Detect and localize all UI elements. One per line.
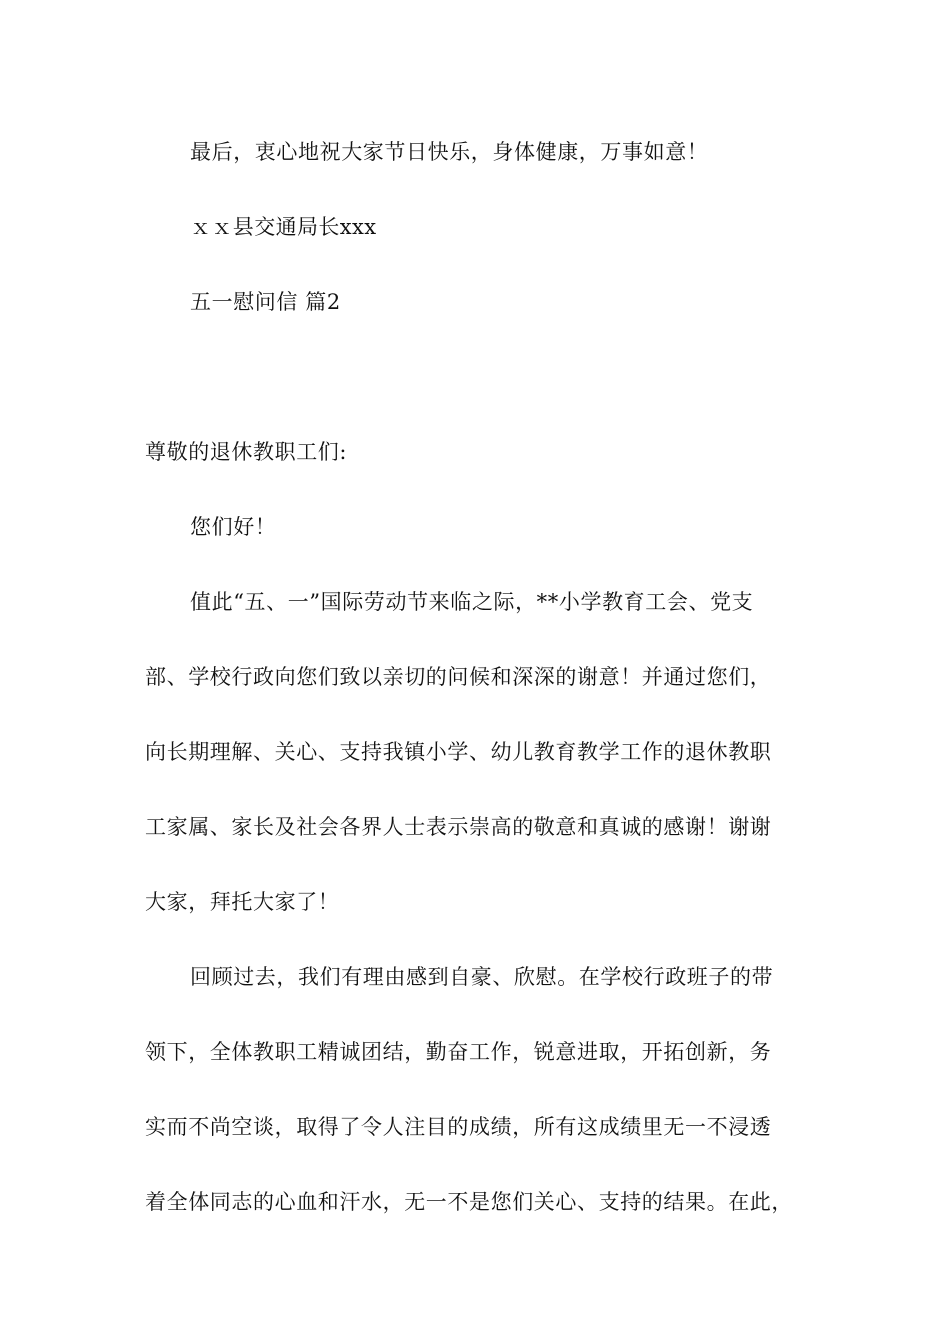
paragraph-line: 值此“五、一”国际劳动节来临之际，**小学教育工会、党支 (190, 590, 754, 614)
salutation: 尊敬的退休教职工们: (145, 440, 348, 464)
paragraph-line: 向长期理解、关心、支持我镇小学、幼儿教育教学工作的退休教职 (145, 740, 772, 764)
paragraph-line: 实而不尚空谈，取得了令人注目的成绩，所有这成绩里无一不浸透 (145, 1115, 772, 1139)
closing-wish: 最后，衷心地祝大家节日快乐，身体健康，万事如意！ (190, 140, 709, 164)
paragraph-line: 领下，全体教职工精诚团结，勤奋工作，锐意进取，开拓创新，务 (145, 1040, 772, 1064)
paragraph-line: 回顾过去，我们有理由感到自豪、欣慰。在学校行政班子的带 (190, 965, 774, 989)
signature: ｘｘ县交通局长xxx (190, 215, 377, 239)
paragraph-line: 工家属、家长及社会各界人士表示崇高的敬意和真诚的感谢！谢谢 (145, 815, 772, 839)
paragraph-line: 大家，拜托大家了！ (145, 890, 340, 914)
section-title: 五一慰问信 篇2 (190, 290, 341, 314)
paragraph-line: 部、学校行政向您们致以亲切的问候和深深的谢意！并通过您们， (145, 665, 772, 689)
paragraph-line: 着全体同志的心血和汗水，无一不是您们关心、支持的结果。在此， (145, 1190, 793, 1214)
greeting: 您们好！ (190, 515, 277, 539)
